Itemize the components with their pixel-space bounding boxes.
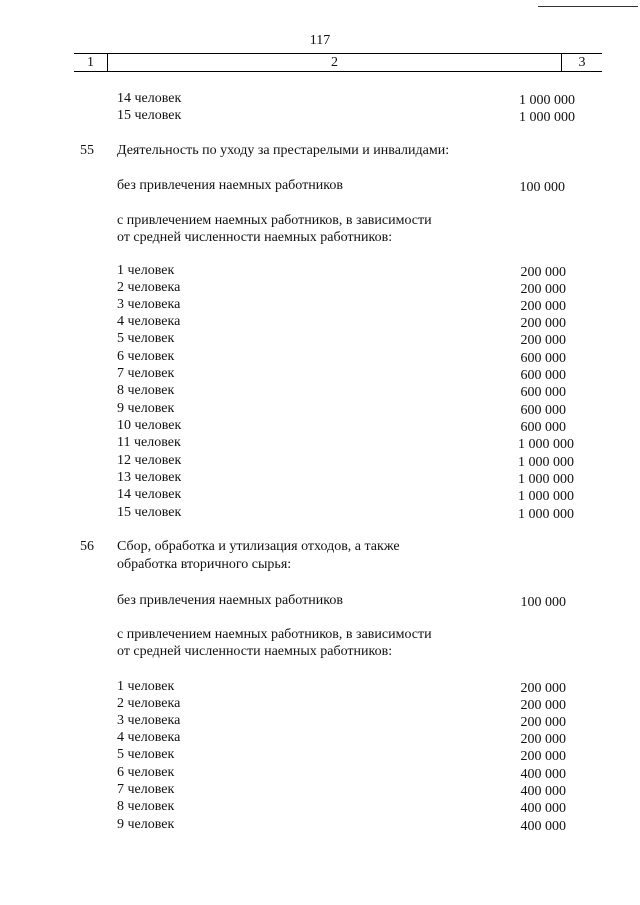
- column-header-row: [74, 53, 602, 72]
- row-value: 600 000: [520, 385, 566, 400]
- row-value: 200 000: [520, 749, 566, 764]
- row-value: 200 000: [520, 299, 566, 314]
- row-label: 7 человек: [117, 366, 175, 381]
- row-value: 200 000: [520, 265, 566, 280]
- row-value: 600 000: [520, 403, 566, 418]
- row-label: 1 человек: [117, 679, 175, 694]
- row-label: 9 человек: [117, 401, 175, 416]
- row-label: 9 человек: [117, 817, 175, 832]
- row-label: 6 человек: [117, 765, 175, 780]
- section-title: Сбор, обработка и утилизация отходов, а также: [117, 539, 400, 554]
- section-title: Деятельность по уходу за престарелыми и инвалидами:: [117, 143, 450, 158]
- row-label: 3 человека: [117, 297, 181, 312]
- row-label: 6 человек: [117, 349, 175, 364]
- row-label: 2 человека: [117, 280, 181, 295]
- without-hired-label: без привлечения наемных работников: [117, 178, 343, 193]
- with-hired-label: с привлечением наемных работников, в зависимости: [117, 627, 432, 642]
- row-value: 600 000: [520, 351, 566, 366]
- row-value: 200 000: [520, 316, 566, 331]
- section-number: 56: [80, 539, 94, 554]
- row-value: 200 000: [520, 732, 566, 747]
- without-hired-label: без привлечения наемных работников: [117, 593, 343, 608]
- column-header-2: 2: [108, 54, 562, 71]
- without-hired-value: 100 000: [520, 595, 566, 610]
- row-label: 11 человек: [117, 435, 181, 450]
- row-label: 5 человек: [117, 331, 175, 346]
- page-number: 117: [309, 33, 331, 48]
- row-label: 4 человека: [117, 730, 181, 745]
- section-number: 55: [80, 143, 94, 158]
- scan-edge-line: [538, 6, 638, 7]
- row-value: 400 000: [520, 819, 566, 834]
- row-label: 3 человека: [117, 713, 181, 728]
- row-value: 400 000: [520, 784, 566, 799]
- row-value: 200 000: [520, 333, 566, 348]
- column-header-1: 1: [74, 54, 108, 71]
- row-label: 10 человек: [117, 418, 182, 433]
- row-value: 1 000 000: [518, 455, 574, 470]
- row-value: 1 000 000: [518, 507, 574, 522]
- row-label: 14 человек: [117, 91, 182, 106]
- row-value: 200 000: [520, 282, 566, 297]
- row-label: 15 человек: [117, 108, 182, 123]
- row-value: 1 000 000: [518, 489, 574, 504]
- row-label: 2 человека: [117, 696, 181, 711]
- section-title: обработка вторичного сырья:: [117, 557, 292, 572]
- row-label: 7 человек: [117, 782, 175, 797]
- row-label: 1 человек: [117, 263, 175, 278]
- row-value: 200 000: [520, 681, 566, 696]
- row-label: 8 человек: [117, 383, 175, 398]
- row-value: 1 000 000: [519, 110, 575, 125]
- row-value: 200 000: [520, 715, 566, 730]
- without-hired-value: 100 000: [519, 180, 565, 195]
- row-value: 600 000: [520, 420, 566, 435]
- row-value: 400 000: [520, 767, 566, 782]
- row-value: 600 000: [520, 368, 566, 383]
- row-value: 1 000 000: [518, 472, 574, 487]
- row-value: 200 000: [520, 698, 566, 713]
- with-hired-label: от средней численности наемных работников:: [117, 644, 393, 659]
- with-hired-label: от средней численности наемных работников:: [117, 230, 393, 245]
- row-label: 12 человек: [117, 453, 182, 468]
- with-hired-label: с привлечением наемных работников, в зависимости: [117, 213, 432, 228]
- row-value: 1 000 000: [518, 437, 574, 452]
- row-label: 8 человек: [117, 799, 175, 814]
- row-label: 13 человек: [117, 470, 182, 485]
- row-value: 1 000 000: [519, 93, 575, 108]
- row-label: 5 человек: [117, 747, 175, 762]
- row-value: 400 000: [520, 801, 566, 816]
- row-label: 15 человек: [117, 505, 182, 520]
- column-header-3: 3: [578, 55, 586, 70]
- row-label: 4 человека: [117, 314, 181, 329]
- row-label: 14 человек: [117, 487, 182, 502]
